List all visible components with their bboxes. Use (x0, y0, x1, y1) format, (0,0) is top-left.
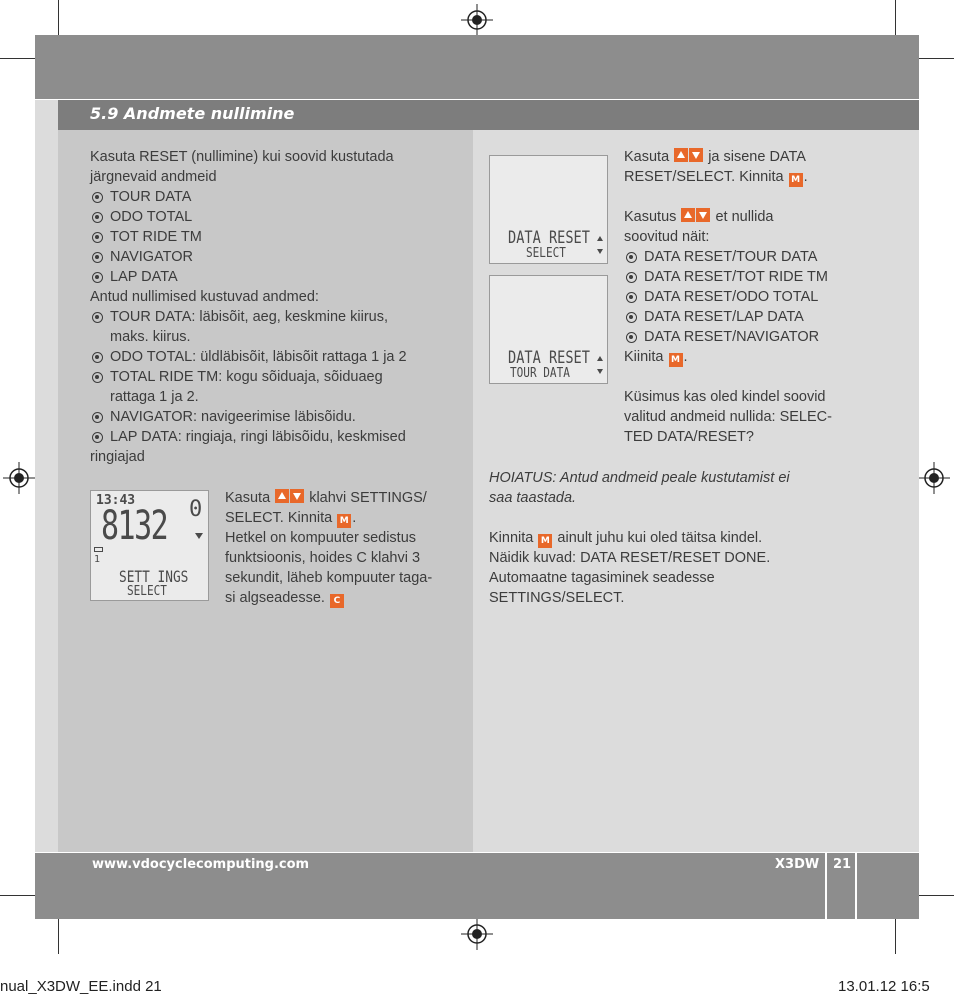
down-key-icon (290, 489, 304, 503)
settings-text-block: Kasuta klahvi SETTINGS/ SELECT. Kinnita M . Hetkel on kompuuter sedistus funktsioonis, hoides C klahvi 3 sekundit, läheb kompuuter taga- si algseadesse. C (225, 490, 433, 606)
list-item: TOUR DATA (90, 187, 460, 207)
list-item: DATA RESET/TOT RIDE TM (624, 267, 904, 287)
lcd-down-arrow-icon (597, 249, 603, 254)
list-item: ODO TOTAL: üldläbisõit, läbisõit rattaga 1 ja 2 (90, 347, 460, 367)
bullet-icon (90, 407, 110, 427)
battery-icon (94, 547, 103, 552)
lcd-wheel-number: 1 (94, 554, 101, 565)
down-key-icon (696, 208, 710, 222)
up-key-icon (275, 489, 289, 503)
lcd-line2: SELECT (127, 584, 167, 599)
list-item-continuation: ringiajad (90, 449, 145, 465)
list-item: DATA RESET/NAVIGATOR (624, 327, 904, 347)
list-item: LAP DATA: ringiaja, ringi läbisõidu, keskmised (90, 427, 460, 447)
lcd-up-arrow-icon (597, 236, 603, 241)
lcd-line2: SELECT (526, 246, 566, 261)
m-key-icon: M (538, 534, 552, 548)
bullet-icon (90, 247, 110, 267)
list-item: DATA RESET/LAP DATA (624, 307, 904, 327)
bullet-icon (90, 207, 110, 227)
device-display-settings (90, 490, 209, 601)
lcd-down-arrow-icon (195, 533, 203, 539)
bullet-icon (624, 287, 644, 307)
bullet-icon (90, 367, 110, 387)
left-text-block (90, 147, 460, 467)
warning-block: HOIATUS: Antud andmeid peale kustutamist ei saa taastada. Kinnita M ainult juhu kui oled täitsa kindel. Näidik kuvad: DATA RESET/RESET DONE. Automaatne tagasiminek seadesse SETTINGS/SELECT. (489, 468, 909, 608)
crop-mark (0, 895, 36, 896)
list-item: TOTAL RIDE TM: kogu sõiduaja, sõiduaeg (90, 367, 460, 387)
list-item: DATA RESET/TOUR DATA (624, 247, 904, 267)
crop-mark (895, 918, 896, 954)
list-item: DATA RESET/ODO TOTAL (624, 287, 904, 307)
up-key-icon (681, 208, 695, 222)
list-item: NAVIGATOR (90, 247, 460, 267)
list-item: TOT RIDE TM (90, 227, 460, 247)
intro-line: Kasuta RESET (nullimine) kui soovid kustutada (90, 149, 394, 165)
lcd-line1: DATA RESET (508, 228, 590, 248)
slug-filename: nual_X3DW_EE.indd 21 (0, 978, 162, 995)
registration-mark-icon (918, 462, 950, 494)
bullet-icon (624, 307, 644, 327)
list-item: NAVIGATOR: navigeerimise läbisõidu. (90, 407, 460, 427)
lcd-line1: SETT INGS (119, 567, 189, 586)
device-display-data-reset-select (489, 155, 608, 264)
left-margin-strip (35, 100, 58, 852)
warning-line: HOIATUS: Antud andmeid peale kustutamist ei (489, 470, 790, 486)
lcd-up-arrow-icon (597, 356, 603, 361)
bullet-icon (90, 267, 110, 287)
bullet-icon (624, 267, 644, 287)
lcd-time: 13:43 (96, 493, 136, 508)
bullet-icon (90, 227, 110, 247)
page-number: 21 (833, 857, 852, 872)
list-item-continuation: rattaga 1 ja 2. (110, 389, 199, 405)
list-item-continuation: maks. kiirus. (110, 329, 191, 345)
section-title: 5.9 Andmete nullimine (90, 104, 295, 123)
m-key-icon: M (789, 173, 803, 187)
c-key-icon: C (330, 594, 344, 608)
registration-mark-icon (461, 918, 493, 950)
list-item: ODO TOTAL (90, 207, 460, 227)
up-key-icon (674, 148, 688, 162)
m-key-icon: M (337, 514, 351, 528)
list-item: LAP DATA (90, 267, 460, 287)
bullet-icon (90, 427, 110, 447)
intro-line: järgnevaid andmeid (90, 169, 217, 185)
footer-model: X3DW (775, 857, 820, 872)
deleted-heading: Antud nullimised kustuvad andmed: (90, 289, 319, 305)
bullet-icon (90, 347, 110, 367)
slug-date: 13.01.12 16:5 (838, 978, 930, 995)
bullet-icon (624, 247, 644, 267)
crop-mark (58, 0, 59, 36)
warning-line: saa taastada. (489, 490, 577, 506)
registration-mark-icon (3, 462, 35, 494)
footer-divider (855, 853, 857, 919)
bullet-icon (90, 307, 110, 327)
bullet-icon (624, 327, 644, 347)
lcd-line1: DATA RESET (508, 348, 590, 368)
footer-url: www.vdocyclecomputing.com (92, 857, 310, 872)
down-key-icon (689, 148, 703, 162)
lcd-line2: TOUR DATA (510, 366, 570, 381)
header-band (35, 35, 919, 99)
lcd-big-digits: 8132 (101, 503, 168, 549)
lcd-down-arrow-icon (597, 369, 603, 374)
lcd-small-digit: 0 (189, 497, 203, 522)
crop-mark (918, 895, 954, 896)
crop-mark (0, 58, 36, 59)
list-item: TOUR DATA: läbisõit, aeg, keskmine kiirus, (90, 307, 460, 327)
right-text-block: Kasuta ja sisene DATA RESET/SELECT. Kinnita M . Kasutus et nullida soovitud näit: DATA RESET/TOUR DATA DATA RESET/TOT RIDE TM DATA RESET/ODO TOTAL DATA RESET/LAP DATA DATA RESET/NAVIGATOR Kiinita M . Küsimus kas oled kindel soovid valitud andmeid nullida: SELEC- TED DATA/RESET? (624, 147, 904, 447)
footer-divider (825, 853, 827, 919)
device-display-data-reset-tour (489, 275, 608, 384)
crop-mark (895, 0, 896, 36)
registration-mark-icon (461, 4, 493, 36)
m-key-icon: M (669, 353, 683, 367)
bullet-icon (90, 187, 110, 207)
crop-mark (58, 918, 59, 954)
crop-mark (918, 58, 954, 59)
